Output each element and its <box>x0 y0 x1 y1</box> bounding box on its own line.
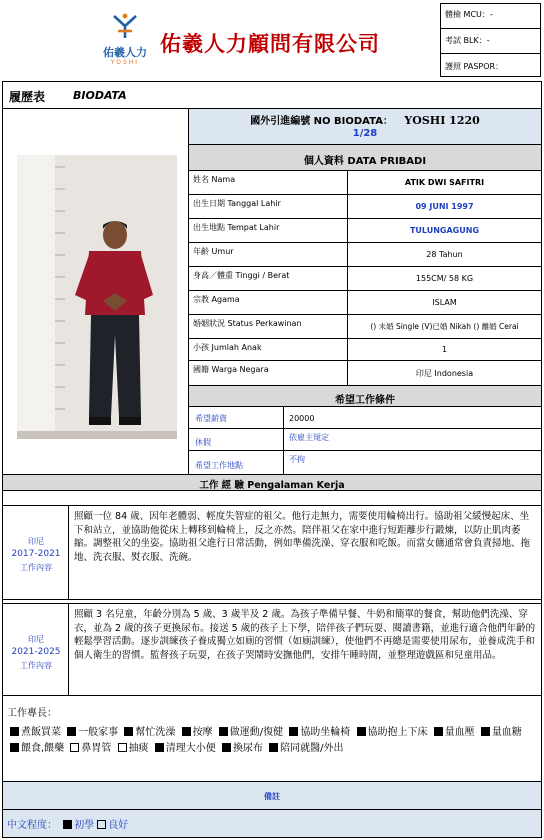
chinese-level-label: 中文程度： <box>7 820 57 831</box>
experience-text: 照顧 3 名兒童，年齡分別為 5 歲、3 歲半及 2 歲。為孩子準備早餐、牛奶和簡單的餐食，幫助他們洗澡、穿衣，並為 2 歲的孩子更換尿布。接送 5 歲的孩子上下學，陪伴孩子們玩耍、閱讀書籍，並進行適合他們年齡的輕鬆學習活動。逐步訓練孩子養成獨立如廁的習慣（如廁訓練），使他們不再總是需要使用尿布，並養成洗手和個人衛生的習慣。監督孩子玩耍，在孩子哭鬧時安撫他們，安排午睡時間，並整理遊戲區和兒童用品。 <box>74 609 536 661</box>
logo-small-text: 佑羲人力 <box>103 46 147 59</box>
job-wish-table <box>189 407 541 474</box>
candidate-photo <box>17 155 177 439</box>
checked-box-icon[interactable] <box>219 727 228 736</box>
experience-label: 工作內容 <box>20 563 52 572</box>
skill-item <box>286 727 350 738</box>
unchecked-box-icon[interactable] <box>70 743 79 752</box>
title-zh: 履歷表 <box>9 90 46 104</box>
checked-box-icon[interactable] <box>269 743 278 752</box>
skill-item <box>179 727 213 738</box>
skill-label: 抽痰 <box>128 743 149 754</box>
skill-item <box>431 727 475 738</box>
checked-box-icon[interactable] <box>222 743 231 752</box>
checked-box-icon[interactable] <box>481 727 490 736</box>
skill-item <box>64 727 118 738</box>
skill-label: 換尿布 <box>232 743 263 754</box>
skill-label: 餵食,餵藥 <box>21 743 65 754</box>
unchecked-box-icon[interactable] <box>118 743 127 752</box>
skill-label: 幫忙洗澡 <box>135 727 176 738</box>
remark-label: 備註 <box>264 792 280 801</box>
biodata-no-label: 國外引進編號 NO BIODATA： <box>250 116 393 127</box>
experience-country: 印尼 <box>28 635 44 644</box>
skill-item <box>216 727 283 738</box>
skill-label: 協助抱上下床 <box>367 727 428 738</box>
row-religion: 宗教 Agama ISLAM <box>189 291 541 315</box>
experience-item <box>3 604 541 696</box>
right-column <box>189 109 541 474</box>
skill-label: 按摩 <box>192 727 213 738</box>
skills-section <box>3 696 541 782</box>
row-nationality: 國籍 Warga Negara 印尼 Indonesia <box>193 365 474 378</box>
row-marital-status: 婚姻狀況 Status Perkawinan () 未婚 Single (V)已婚 Nikah () 離婚 Cerai <box>189 315 541 339</box>
row-birth-place: 出生地點 Tempat Lahir TULUNGAGUNG <box>189 219 541 243</box>
biodata-number-box <box>189 109 541 145</box>
row-salary: 希望薪資 20000 <box>189 407 541 429</box>
status-box <box>440 3 541 77</box>
skill-label: 一般家事 <box>78 727 119 738</box>
checked-box-icon[interactable] <box>155 743 164 752</box>
skill-label: 量血壓 <box>444 727 475 738</box>
biodata-form <box>2 81 542 838</box>
skill-label: 煮飯買菜 <box>21 727 61 738</box>
chinese-level-row <box>3 810 541 837</box>
chinese-level-option: 良好 <box>108 820 129 831</box>
skill-item <box>7 743 64 754</box>
logo-sub-text: YOSHI <box>110 59 140 66</box>
checked-box-icon[interactable] <box>124 727 133 736</box>
title-en: BIODATA <box>73 89 127 102</box>
checked-box-icon[interactable] <box>434 727 443 736</box>
skill-item <box>219 743 263 754</box>
paspor-label: 護照 PASPOR： <box>445 62 504 71</box>
skill-item <box>266 743 343 754</box>
mcu-label: 體檢 MCU：- <box>445 10 493 19</box>
skills-list <box>7 725 537 757</box>
row-children: 小孩 Jumlah Anak 1 <box>189 339 541 361</box>
blk-label: 考試 BLK：- <box>445 36 490 45</box>
experience-label: 工作內容 <box>20 661 52 670</box>
unchecked-box-icon[interactable] <box>97 820 106 829</box>
checked-box-icon[interactable] <box>357 727 366 736</box>
experience-country: 印尼 <box>28 537 44 546</box>
logo-icon <box>110 12 140 42</box>
row-age: 年齡 Umur 28 Tahun <box>189 243 541 267</box>
biodata-no-value: YOSHI 1220 <box>404 114 480 127</box>
experience-text: 照顧一位 84 歲、因年老體弱、輕度失智症的祖父。他行走無力，需要使用輪椅出行。協助祖父緩慢起床、坐下和站立，並協助他從床上轉移到輪椅上，反之亦然。陪伴祖父在家中進行短距離步行鍛煉，以防止肌肉萎縮。調整祖父的坐姿。協助祖父進行日常活動，例如準備洗澡、穿衣服和吃飯。而當女傭通常會負責掃地、拖地、洗衣服、熨衣服、洗碗。 <box>74 511 531 563</box>
checked-box-icon[interactable] <box>10 743 19 752</box>
skill-label: 協助坐輪椅 <box>300 727 351 738</box>
skill-item <box>7 727 61 738</box>
personal-data-heading: 個人資料 DATA PRIBADI <box>189 145 541 171</box>
chinese-level-option: 初學 <box>74 820 95 831</box>
skill-item <box>115 743 149 754</box>
remark-row <box>3 782 541 810</box>
job-wish-heading: 希望工作條件 <box>189 385 541 407</box>
checked-box-icon[interactable] <box>289 727 298 736</box>
experience-item <box>3 506 541 600</box>
row-name: 姓名 Nama ATIK DWI SAFITRI <box>189 171 541 195</box>
skill-item <box>354 727 428 738</box>
skill-label: 鼻胃管 <box>81 743 112 754</box>
skill-item <box>478 727 522 738</box>
company-name: 佑羲人力顧問有限公司 <box>160 32 380 56</box>
row-holiday: 休假 依雇主規定 <box>189 429 541 451</box>
checked-box-icon[interactable] <box>63 820 72 829</box>
skill-label: 陪同就醫/外出 <box>280 743 344 754</box>
page-number: 1/28 <box>352 128 378 139</box>
skill-label: 清理大小便 <box>165 743 216 754</box>
row-work-location: 希望工作地點 不拘 <box>195 455 305 470</box>
row-birth-date: 出生日期 Tanggal Lahir 09 JUNI 1997 <box>189 195 541 219</box>
skills-label: 工作專長： <box>7 708 57 719</box>
checked-box-icon[interactable] <box>182 727 191 736</box>
checked-box-icon[interactable] <box>67 727 76 736</box>
photo-cell <box>3 109 189 474</box>
experience-years: 2021-2025 <box>11 647 61 657</box>
skill-item <box>121 727 175 738</box>
header <box>0 0 544 82</box>
form-title <box>3 82 541 109</box>
skill-item <box>67 743 111 754</box>
company-logo <box>94 12 156 70</box>
checked-box-icon[interactable] <box>10 727 19 736</box>
experience-heading: 工作 經 驗 Pengalaman Kerja <box>3 474 541 491</box>
experience-years: 2017-2021 <box>11 549 61 559</box>
skill-label: 量血糖 <box>491 727 522 738</box>
personal-data-table <box>189 171 541 385</box>
skill-label: 做運動/復健 <box>229 727 284 738</box>
skill-item <box>152 743 216 754</box>
row-height-weight: 身高／體重 Tinggi / Berat 155CM/ 58 KG <box>189 267 541 291</box>
